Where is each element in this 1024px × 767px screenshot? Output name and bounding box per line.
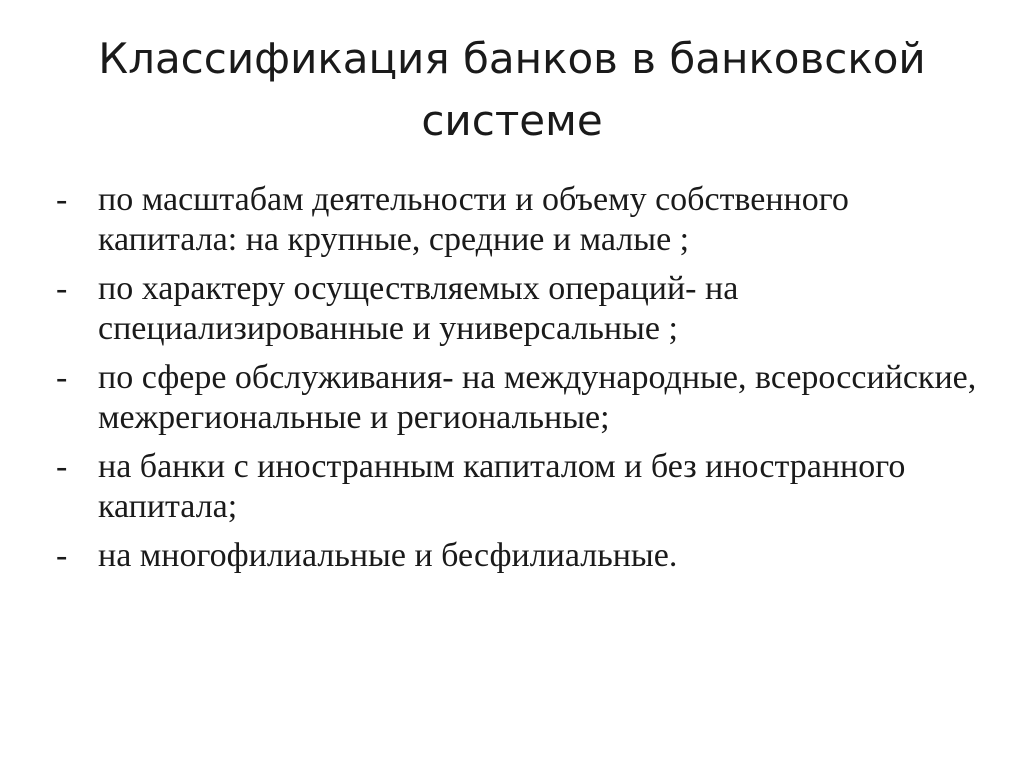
bullet-list	[56, 180, 986, 585]
list-item-text: по характеру осуществляемых операций- на специализированные и универсальные ;	[98, 270, 739, 347]
list-item	[56, 536, 986, 576]
bullet-dash: -	[56, 181, 68, 218]
list-item	[56, 358, 986, 438]
list-item	[56, 269, 986, 349]
list-item-text: по масштабам деятельности и объему собственного капитала: на крупные, средние и малые ;	[98, 181, 849, 258]
list-item-text: на банки с иностранным капиталом и без иностранного капитала;	[98, 448, 906, 525]
bullet-dash: -	[56, 537, 68, 574]
list-item	[56, 447, 986, 527]
bullet-dash: -	[56, 359, 68, 396]
bullet-dash: -	[56, 270, 68, 307]
bullet-dash: -	[56, 448, 68, 485]
list-item-text: по сфере обслуживания- на международные, всероссийские, межрегиональные и региональные;	[98, 359, 977, 436]
list-item	[56, 180, 986, 260]
slide-title: Классификация банков в банковской системе	[98, 34, 926, 145]
list-item-text: на многофилиальные и бесфилиальные.	[98, 537, 678, 574]
